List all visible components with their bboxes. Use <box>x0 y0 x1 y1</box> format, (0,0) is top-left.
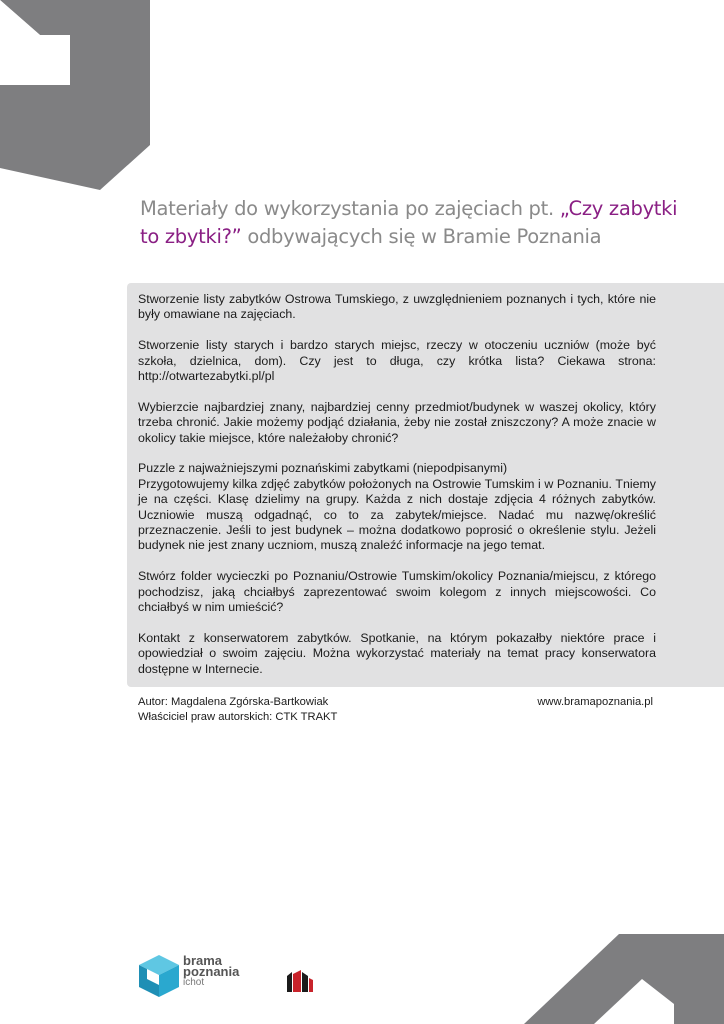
activity-paragraph: Kontakt z konserwatorem zabytków. Spotkanie, na którym pokazałby niektóre prace i opowiedział o swoim zajęciu. Można wykorzystać materiały na temat pracy konserwatora dostępne w Internecie. <box>138 630 656 676</box>
footer-credits <box>138 695 337 725</box>
rights-line: Właściciel praw autorskich: CTK TRAKT <box>138 711 338 723</box>
cube-logo-icon <box>137 953 181 999</box>
website-link[interactable]: www.bramapoznania.pl <box>537 696 653 708</box>
corner-decoration-bottom <box>524 934 724 1024</box>
activity-paragraph: Wybierzcie najbardziej znany, najbardziej cenny przedmiot/budynek w waszej okolicy, który trzeba chronić. Jakie możemy podjąć działania, żeby nie został zniszczony? A może znacie w okolicy takie miejsce, które należałoby chronić? <box>138 399 656 445</box>
author-line: Autor: Magdalena Zgórska-Bartkowiak <box>138 696 329 708</box>
puzzle-heading: Puzzle z najważniejszymi poznańskimi zabytkami (niepodpisanymi) <box>138 461 508 476</box>
logo-wordmark: brama poznania ichot <box>183 953 240 988</box>
partner-emblem-icon <box>275 968 327 994</box>
puzzle-activity <box>138 461 656 553</box>
partner-logo <box>275 968 327 1002</box>
activity-list <box>138 292 656 692</box>
title-accent: „Czy zabytki to zbytki?” <box>140 197 678 248</box>
corner-decoration-top <box>0 0 150 190</box>
activity-paragraph: Stworzenie listy zabytków Ostrowa Tumskiego, z uwzględnieniem poznanych i tych, które nie były omawiane na zajęciach. <box>138 292 656 322</box>
activity-paragraph: Stworzenie listy starych i bardzo starych miejsc, rzeczy w otoczeniu uczniów (może być szkoła, dzielnica, dom). Czy jest to długa, czy krótka lista? Ciekawa strona: http://otwartezabytki.pl/pl <box>138 338 656 384</box>
puzzle-body: Przygotowujemy kilka zdjęć zabytków położonych na Ostrowie Tumskim i w Poznaniu. Tniemy je na części. Klasę dzielimy na grupy. Każda z nich dostaje zdjęcia 4 różnych zabytków. Uczniowie muszą odgadnąć, co to za zabytek/miejsce. Nadać mu nazwę/określić przeznaczenie. Jeśli to jest budynek – można dodatkowo poprosić o określenie stylu. Jeżeli budynek nie jest znany uczniom, muszą znaleźć informacje na jego temat. <box>138 476 656 553</box>
activity-paragraph: Stwórz folder wycieczki po Poznaniu/Ostrowie Tumskim/okolicy Poznania/miejscu, z którego pochodzisz, jaką chciałbyś zaprezentować swoim kolegom z innych miejscowości. Co chciałbyś w nim umieścić? <box>138 569 656 615</box>
brama-poznania-logo <box>137 953 247 999</box>
page-title: Materiały do wykorzystania po zajęciach pt. „Czy zabytki to zbytki?” odbywających się w Bramie Poznania <box>140 197 678 248</box>
